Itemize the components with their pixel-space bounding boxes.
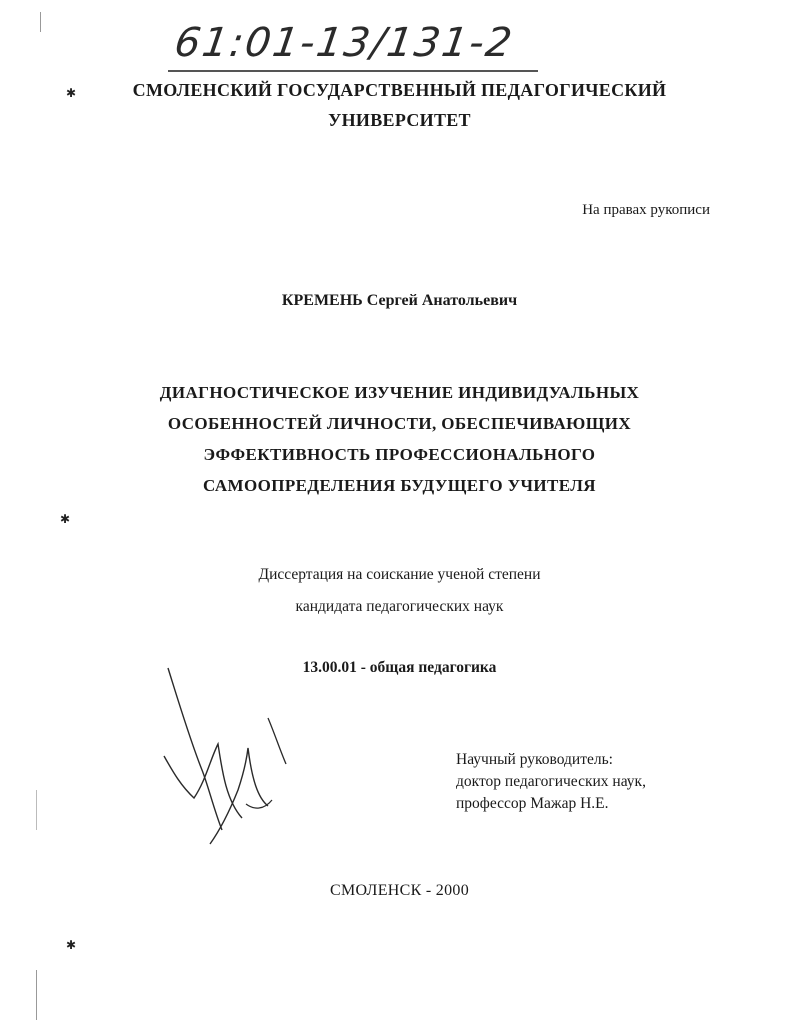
archive-code-underline (168, 70, 538, 72)
dissertation-title-line2: ОСОБЕННОСТЕЙ ЛИЧНОСТИ, ОБЕСПЕЧИВАЮЩИХ (167, 414, 632, 433)
scan-mark-icon: ✱ (66, 938, 77, 952)
specialty-code: 13.00.01 - общая педагогика (302, 659, 497, 676)
rights-note: На правах рукописи (582, 202, 710, 218)
handwritten-signature (150, 660, 300, 860)
scan-mark-icon: ✱ (60, 512, 71, 526)
scan-edge-line-bottom (36, 970, 37, 1020)
supervisor-heading: Научный руководитель: (456, 751, 613, 768)
supervisor-name: профессор Мажар Н.Е. (456, 795, 609, 812)
dissertation-title-line1: ДИАГНОСТИЧЕСКОЕ ИЗУЧЕНИЕ ИНДИВИДУАЛЬНЫХ (159, 383, 640, 402)
archive-code-handwritten: 61:01-13/131-2 (171, 20, 517, 66)
dissertation-title-line4: САМООПРЕДЕЛЕНИЯ БУДУЩЕГО УЧИТЕЛЯ (203, 476, 596, 495)
university-name-line1: СМОЛЕНСКИЙ ГОСУДАРСТВЕННЫЙ ПЕДАГОГИЧЕСКИЙ (132, 80, 667, 100)
scan-edge-line-middle (36, 790, 37, 830)
scan-mark-icon: ✱ (66, 86, 77, 100)
supervisor-degree: доктор педагогических наук, (456, 773, 646, 790)
university-name-line2: УНИВЕРСИТЕТ (328, 110, 471, 130)
degree-description-line1: Диссертация на соискание ученой степени (258, 566, 541, 583)
city-year: СМОЛЕНСК - 2000 (329, 882, 469, 899)
dissertation-title-line3: ЭФФЕКТИВНОСТЬ ПРОФЕССИОНАЛЬНОГО (203, 445, 596, 464)
degree-description-line2: кандидата педагогических наук (295, 598, 504, 615)
author-name: КРЕМЕНЬ Сергей Анатольевич (281, 292, 518, 309)
scan-edge-line-top (40, 12, 41, 32)
